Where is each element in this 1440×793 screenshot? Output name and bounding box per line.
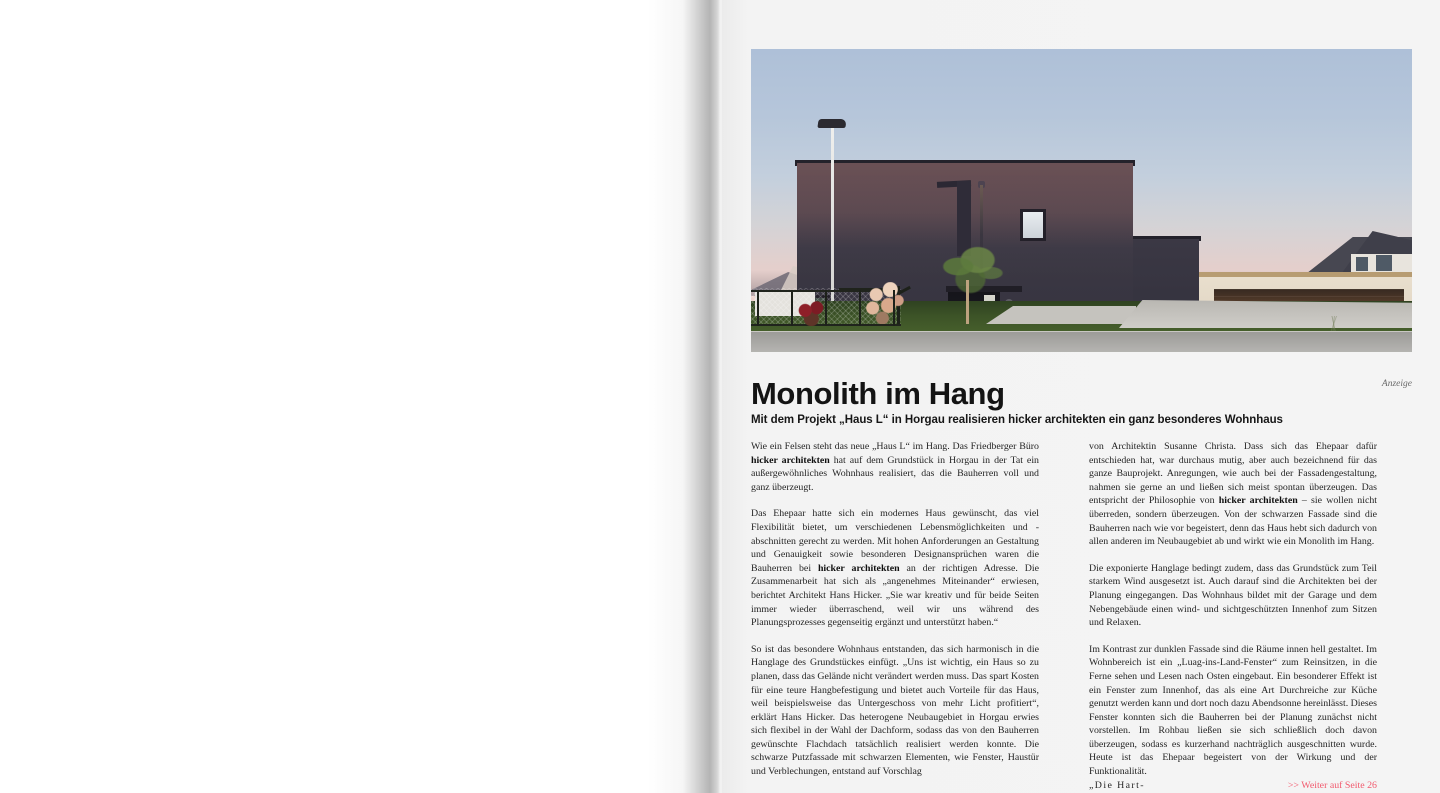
text-run: Das Ehepaar hatte sich ein modernes Haus gewünscht, das viel Flexibilität bietet, um verschiedenen Lebensmöglichkeiten und -abschnitten gerecht zu werden. Mit hohen Anforderungen an Gestaltung und Genauigkeit sowie besonderen Designansprüchen waren die Bauherren bei — [751, 508, 1039, 574]
article-subheadline: Mit dem Projekt „Haus L“ in Horgau realisieren hicker architekten ein ganz besonderes Wohnhaus — [751, 414, 1283, 426]
neighbour-garage-fascia — [1195, 272, 1412, 277]
text-run-bold: hicker architekten — [817, 562, 900, 574]
upper-window — [1020, 209, 1046, 241]
paragraph — [751, 507, 1039, 629]
driveway — [1119, 300, 1412, 328]
fence-post — [791, 290, 793, 326]
paragraph — [1089, 643, 1377, 779]
text-run-bold: hicker architekten — [1218, 495, 1298, 507]
paragraph: Die exponierte Hanglage bedingt zudem, dass das Grundstück zum Teil starkem Wind ausgesetzt ist. Auch darauf sind die Architekten bei der Planung eingegangen. Das Wohnhaus bildet mit der Garage und dem Nebengebäude einen wind- und sichtgeschützten Innenhof zum Sitzen und Relaxen. — [1089, 562, 1377, 629]
fence-post — [757, 290, 759, 326]
continue-line — [1089, 779, 1377, 793]
page-title: Monolith im Hang — [751, 376, 1005, 411]
text-run: an der richtigen Adresse. Die Zusammenarbeit hat sich als „angenehmes Miteinander“ erwiesen, berichtet Architekt Hans Hicker. „Sie war kreativ und für beide Seiten immer wieder überraschend, weil wir uns während des Planungsprozesses gegenseitig ergänzt und unterstützt haben.“ — [751, 562, 1039, 629]
left-page-blank — [0, 0, 712, 793]
text-run: hat auf dem Grundstück in Horgau in der Tat ein außergewöhnliches Wohnhaus realisiert, das die Bauherren voll und ganz überzeugt. — [751, 454, 1039, 493]
young-tree-crown — [933, 244, 1005, 294]
street — [751, 332, 1412, 352]
paragraph — [1089, 440, 1377, 549]
text-run: Wie ein Felsen steht das neue „Haus L“ im Hang. Das Friedberger Büro — [751, 441, 1039, 452]
article-hero-photo — [751, 49, 1412, 352]
continue-reading-link[interactable]: >> Weiter auf Seite 26 — [1287, 779, 1377, 791]
rose-bush — [795, 300, 829, 326]
grass-tuft — [1311, 316, 1357, 332]
text-run: Im Kontrast zur dunklen Fassade sind die Räume innen hell gestaltet. Im Wohnbereich ist ein „Luag-ins-Land-Fenster“ zum Reinsitzen, in die Ferne sehen und Lesen nach Osten eingebaut. Ein besonderer Effekt ist ein Fenster zum Innenhof, das als eine Art Durchreiche zur Küche genutzt werden kann und dort noch dazu Abendsonne hereinlässt. Dieses Fenster konnten sich die Bauherren bei der Planung zunächst nicht vorstellen. Im Rohbau ließen sie sich schließlich doch davon überzeugen, sodass es kurzerhand nachträglich ausgeschnitten wurde. Heute ist das Ehepaar begeistert von der Wirkung und der Funktionalität. — [1089, 643, 1377, 778]
text-run: von Architektin Susanne Christa. Dass sich das Ehepaar dafür entschieden hat, war durchaus mutig, aber auch bezeichnend für das ganze Bauprojekt. Anregungen, wie auch bei der Fassadengestaltung, nahmen sie gerne an und ließen sich meist spontan überzeugen. Das entspricht der Philosophie von — [1089, 441, 1377, 507]
text-run-bold: hicker architekten — [751, 454, 830, 466]
neighbour-window — [1376, 255, 1392, 271]
article-column-left — [751, 440, 1039, 792]
article-column-right — [1089, 440, 1377, 792]
paragraph: So ist das besondere Wohnhaus entstanden, das sich harmonisch in die Hanglage des Grundstückes einfügt. „Uns ist wichtig, ein Haus so zu planen, dass das Gelände nicht verändert werden muss. Das spart Kosten für eine teure Hangbefestigung und bietet auch Vorteile für das Haus, weil beispielsweise das Untergeschoss von mehr Licht profitiert“, erklärt Hans Hicker. Das heterogene Neubaugebiet in Horgau erwies sich flexibel in der Wahl der Dachform, sodass das von den Bauherren gewünschte Flachdach tatsächlich realisiert werden konnte. Die schwarze Putzfassade mit schwarzen Elementen, wie Fenster, Haustür und Verblechungen, entstand auf Vorschlag — [751, 643, 1039, 778]
paragraph — [751, 440, 1039, 494]
page-gutter-line — [717, 0, 718, 793]
neighbour-window — [1356, 257, 1368, 271]
fence-post — [893, 290, 895, 326]
paragraph-tail: „Die Hart- — [1089, 779, 1145, 791]
hydrangea-bush — [863, 282, 907, 324]
street-lamp-head — [817, 119, 846, 128]
advertisement-label: Anzeige — [1381, 379, 1412, 389]
fence-post — [825, 290, 827, 326]
text-run: – sie wollen nicht überreden, sondern überzeugen. Von der schwarzen Fassade sind die Bauherren nach wie vor begeistert, denn das Haus hebt sich dadurch von allen anderen im Neubaugebiet ab und wirkt wie ein Monolith im Hang. — [1089, 495, 1378, 548]
fence-post — [859, 290, 861, 326]
young-tree-trunk — [966, 280, 969, 324]
